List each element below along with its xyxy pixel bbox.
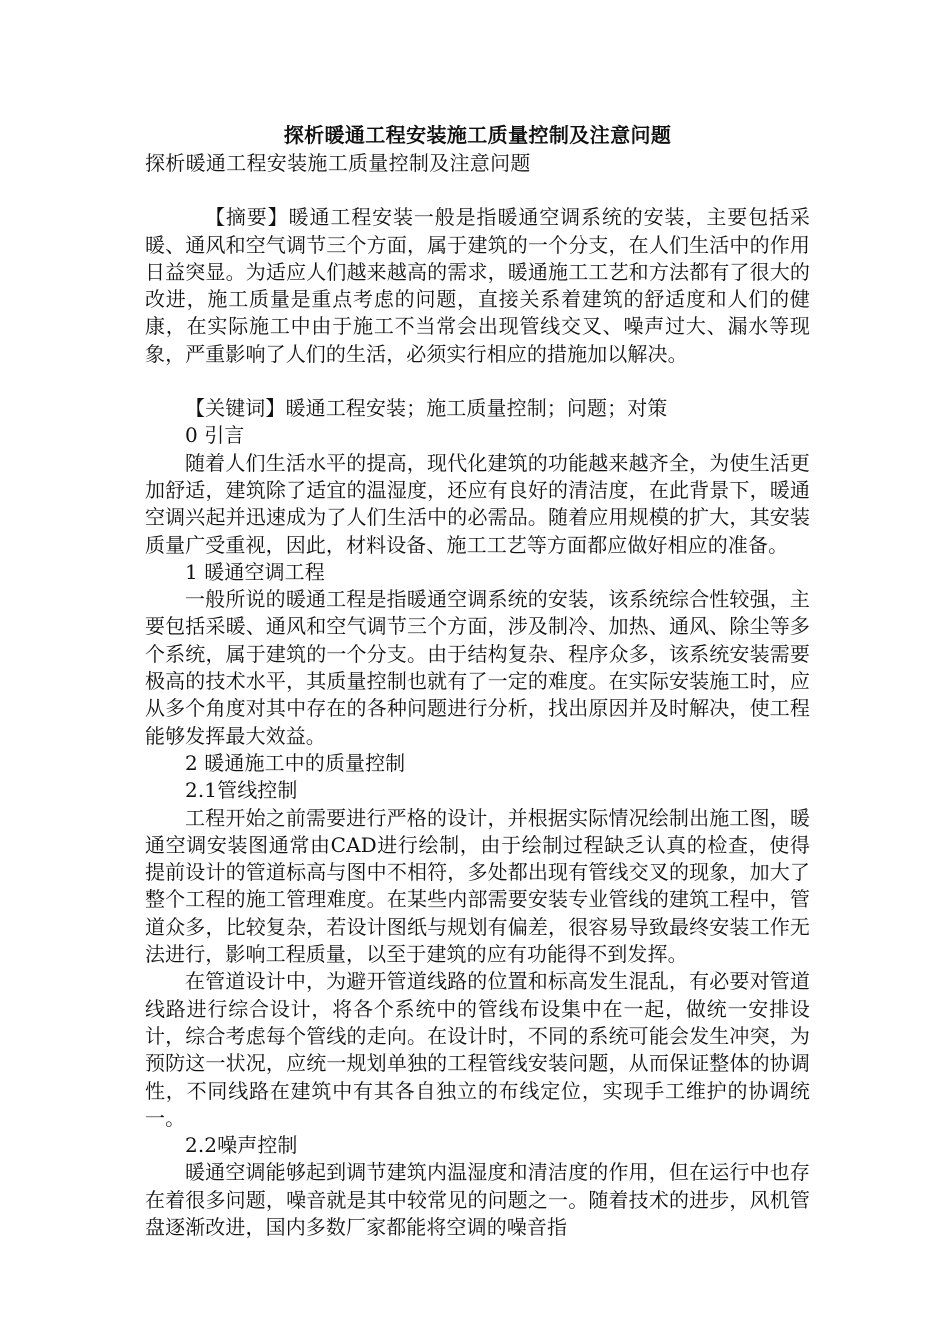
document-page (145, 120, 810, 1241)
section-heading-1: 1 暖通空调工程 (185, 559, 325, 584)
paragraph-2-2: 暖通空调能够起到调节建筑内温湿度和清洁度的作用，但在运行中也存在着很多问题，噪音就是其中较常见的问题之一。随着技术的进步，风机管盘逐渐改进，国内多数厂家都能将空调的噪音指 (145, 1160, 810, 1239)
subsection-heading-2-2: 2.2噪声控制 (185, 1133, 298, 1158)
abstract-paragraph: 【摘要】暖通工程安装一般是指暖通空调系统的安装，主要包括采暖、通风和空气调节三个方面，属于建筑的一个分支，在人们生活中的作用日益突显。为适应人们越来越高的需求，暖通施工工艺和方法都有了很大的改进，施工质量是重点考虑的问题，直接关系着建筑的舒适度和人们的健康，在实际施工中由于施工不当常会出现管线交叉、噪声过大、漏水等现象，严重影响了人们的生活，必须实行相应的措施加以解决。 (145, 205, 810, 366)
section-heading-2: 2 暖通施工中的质量控制 (185, 750, 406, 775)
paragraph-2-1-a: 工程开始之前需要进行严格的设计，并根据实际情况绘制出施工图，暖通空调安装图通常由CAD进行绘制，由于绘制过程缺乏认真的检查，使得提前设计的管道标高与图中不相符，多处都出现有管线交叉的现象，加大了整个工程的施工管理难度。在某些内部需要安装专业管线的建筑工程中，管道众多，比较复杂，若设计图纸与规划有偏差，很容易导致最终安装工作无法进行，影响工程质量，以至于建筑的应有功能得不到发挥。 (145, 805, 810, 967)
paragraph-intro: 随着人们生活水平的提高，现代化建筑的功能越来越齐全，为使生活更加舒适，建筑除了适宜的温湿度，还应有良好的清洁度，在此背景下，暖通空调兴起并迅速成为了人们生活中的必需品。随着应用规模的扩大，其安装质量广受重视，因此，材料设备、施工工艺等方面都应做好相应的准备。 (145, 450, 810, 557)
keywords-line: 【关键词】暖通工程安装；施工质量控制；问题；对策 (185, 396, 668, 421)
paragraph-section-1: 一般所说的暖通工程是指暖通空调系统的安装，该系统综合性较强，主要包括采暖、通风和空气调节三个方面，涉及制冷、加热、通风、除尘等多个系统，属于建筑的一个分支。由于结构复杂、程序众多，该系统安装需要极高的技术水平，其质量控制也就有了一定的难度。在实际安装施工时，应从多个角度对其中存在的各种问题进行分析，找出原因并及时解决，使工程能够发挥最大效益。 (145, 587, 810, 748)
paragraph-2-1-b: 在管道设计中，为避开管道线路的位置和标高发生混乱，有必要对管道线路进行综合设计，将各个系统中的管线布设集中在一起，做统一安排设计，综合考虑每个管线的走向。在设计时，不同的系统可能会发生冲突，为预防这一状况，应统一规划单独的工程管线安装问题，从而保证整体的协调性，不同线路在建筑中有其各自独立的布线定位，实现手工维护的协调统一。 (145, 969, 810, 1130)
document-subtitle: 探析暖通工程安装施工质量控制及注意问题 (145, 151, 531, 175)
document-title: 探析暖通工程安装施工质量控制及注意问题 (283, 123, 672, 147)
subsection-heading-2-1: 2.1管线控制 (185, 778, 298, 803)
section-heading-0: 0 引言 (185, 423, 245, 448)
